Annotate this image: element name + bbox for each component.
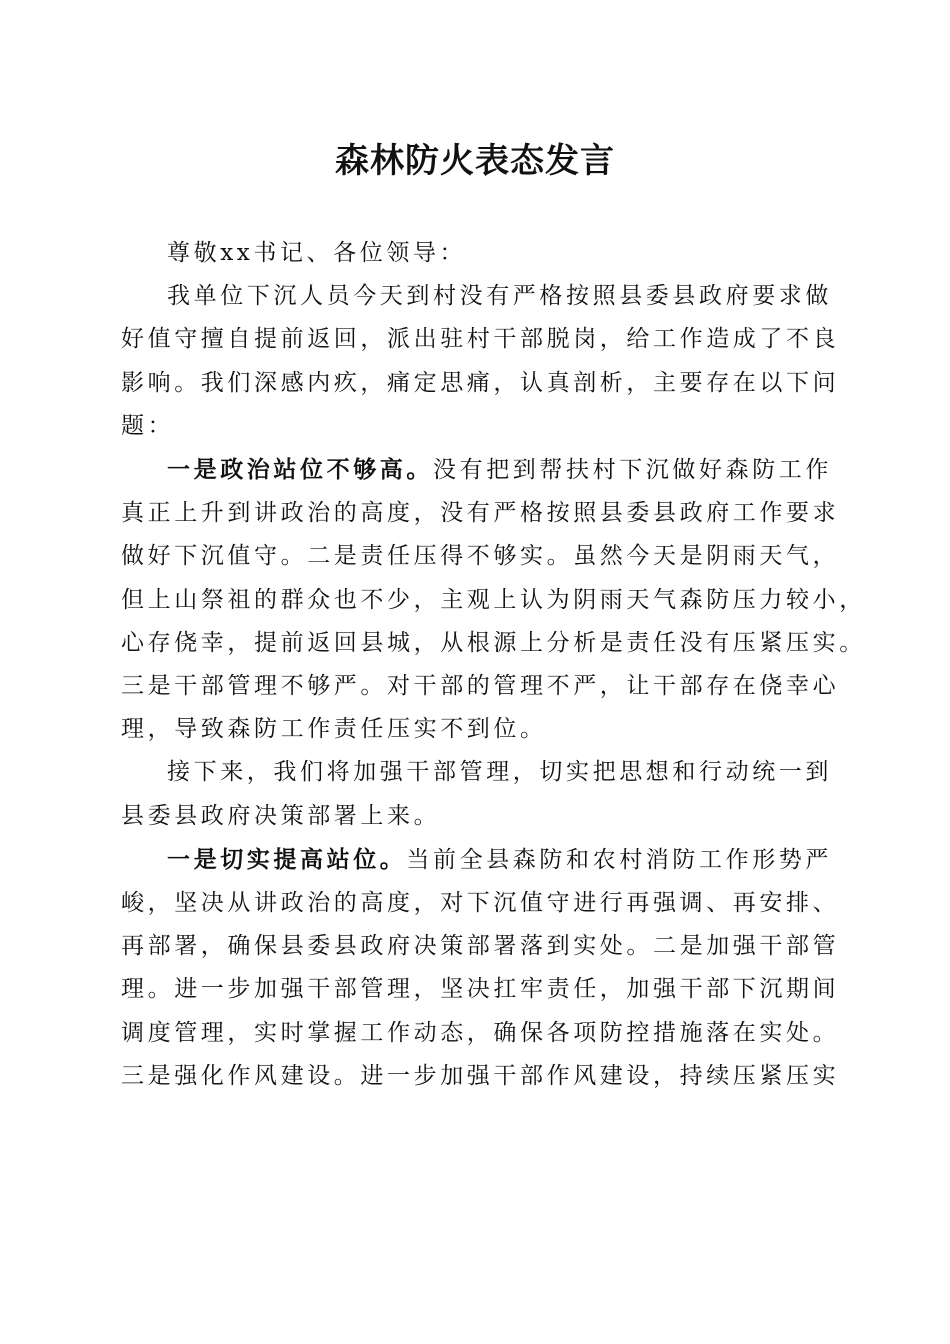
paragraph-intro bbox=[121, 275, 840, 448]
text-line: 我单位下沉人员今天到村没有严格按照县委县政府要求做 bbox=[167, 283, 832, 310]
text-line bbox=[121, 448, 832, 492]
text-line: 县委县政府决策部署上来。 bbox=[121, 802, 441, 829]
text-line: 真正上升到讲政治的高度，没有严格按照县委县政府工作要求 bbox=[121, 500, 840, 527]
text-line: 三是强化作风建设。进一步加强干部作风建设，持续压紧压实 bbox=[121, 1062, 840, 1089]
text-line: 峻，坚决从讲政治的高度，对下沉值守进行再强调、再安排、 bbox=[121, 890, 840, 917]
document-body bbox=[121, 232, 866, 1098]
text-run: 当前全县森防和农村消防工作形势严 bbox=[406, 846, 833, 873]
text-line bbox=[121, 838, 833, 882]
paragraph-problems bbox=[121, 448, 866, 751]
text-line: 影响。我们深感内疚，痛定思痛，认真剖析，主要存在以下问 bbox=[121, 369, 840, 396]
lead-heading: 一是切实提高站位。 bbox=[167, 845, 407, 873]
paragraph-next-steps bbox=[121, 751, 832, 837]
text-line: 再部署，确保县委县政府决策部署落到实处。二是加强干部管 bbox=[121, 933, 840, 960]
text-line: 好值守擅自提前返回，派出驻村干部脱岗，给工作造成了不良 bbox=[121, 326, 840, 353]
salutation: 尊敬xx书记、各位领导： bbox=[167, 240, 467, 266]
text-line: 心存侥幸，提前返回县城，从根源上分析是责任没有压紧压实。 bbox=[121, 629, 866, 656]
text-line: 做好下沉值守。二是责任压得不够实。虽然今天是阴雨天气， bbox=[121, 543, 840, 570]
text-line: 接下来，我们将加强干部管理，切实把思想和行动统一到 bbox=[167, 759, 832, 786]
text-line: 理，导致森防工作责任压实不到位。 bbox=[121, 716, 547, 743]
text-run: 没有把到帮扶村下沉做好森防工作 bbox=[433, 457, 832, 484]
text-line: 三是干部管理不够严。对干部的管理不严，让干部存在侥幸心 bbox=[121, 673, 840, 700]
text-line: 理。进一步加强干部管理，坚决扛牢责任，加强干部下沉期间 bbox=[121, 976, 840, 1003]
paragraph-measures bbox=[121, 838, 840, 1098]
text-line: 但上山祭祖的群众也不少，主观上认为阴雨天气森防压力较小， bbox=[121, 586, 866, 613]
page-title: 森林防火表态发言 bbox=[335, 141, 615, 181]
text-line: 题： bbox=[121, 412, 175, 439]
text-line: 调度管理，实时掌握工作动态，确保各项防控措施落在实处。 bbox=[121, 1019, 840, 1046]
lead-heading: 一是政治站位不够高。 bbox=[167, 456, 433, 484]
